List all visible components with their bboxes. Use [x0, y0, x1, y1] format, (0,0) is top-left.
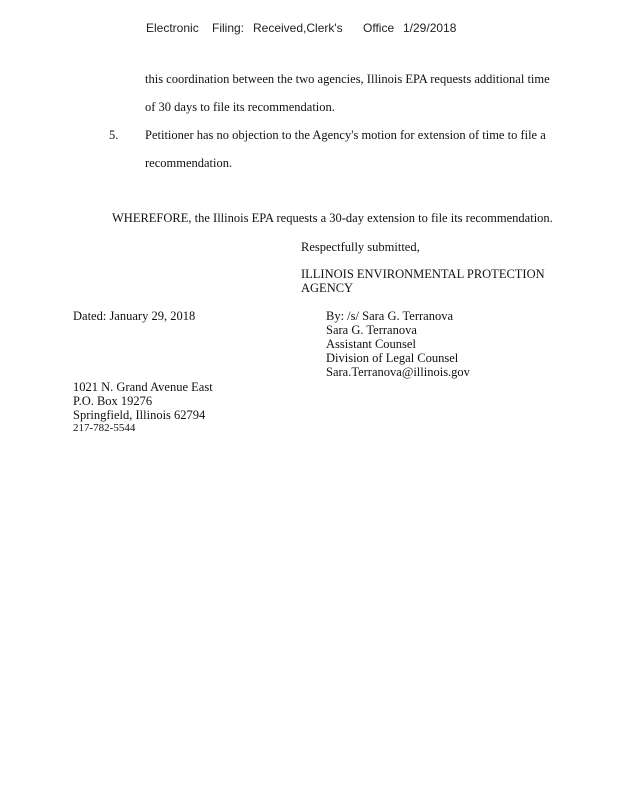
agency-name-line-2: AGENCY [301, 281, 354, 295]
wherefore-paragraph: WHEREFORE, the Illinois EPA requests a 30-day extension to file its recommendation. [112, 211, 553, 225]
address-phone: 217-782-5544 [73, 422, 136, 434]
signature-by-line: By: /s/ Sara G. Terranova [326, 309, 453, 323]
header-filing: Filing: [212, 21, 245, 35]
item-5-number: 5. [109, 128, 119, 142]
signer-name: Sara G. Terranova [326, 323, 417, 337]
address-city: Springfield, Illinois 62794 [73, 408, 206, 422]
header-electronic: Electronic [146, 21, 199, 35]
signer-title: Assistant Counsel [326, 337, 416, 351]
paragraph-continuation-line-2: of 30 days to file its recommendation. [145, 100, 335, 114]
header-received-clerks: Received,Clerk's [253, 21, 343, 35]
closing-respectfully-submitted: Respectfully submitted, [301, 240, 420, 254]
dated-line: Dated: January 29, 2018 [73, 309, 196, 323]
agency-name-line-1: ILLINOIS ENVIRONMENTAL PROTECTION [301, 267, 545, 281]
paragraph-continuation-line-1: this coordination between the two agencies, Illinois EPA requests additional time [145, 72, 550, 86]
item-5-line-1: Petitioner has no objection to the Agency's motion for extension of time to file a [145, 128, 546, 142]
signer-email: Sara.Terranova@illinois.gov [326, 365, 470, 379]
header-office: Office [363, 21, 395, 35]
header-date: 1/29/2018 [403, 21, 457, 35]
address-po-box: P.O. Box 19276 [73, 394, 153, 408]
item-5-line-2: recommendation. [145, 156, 233, 170]
signer-division: Division of Legal Counsel [326, 351, 459, 365]
address-street: 1021 N. Grand Avenue East [73, 380, 213, 394]
